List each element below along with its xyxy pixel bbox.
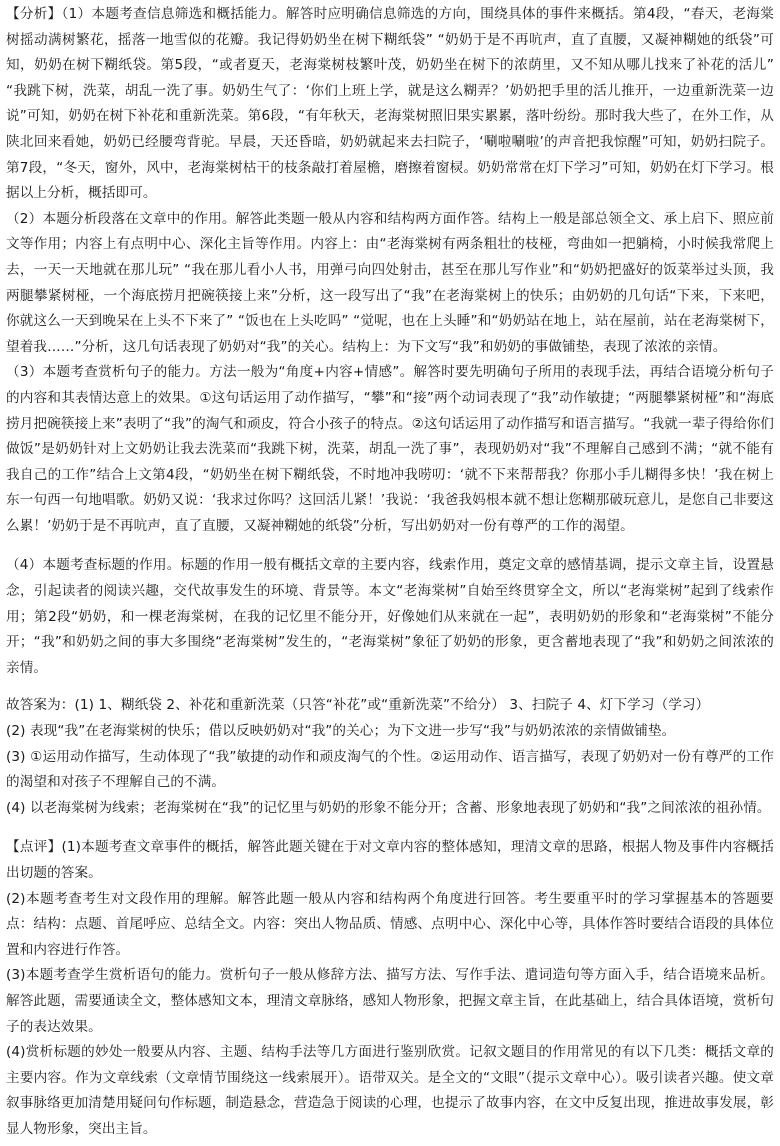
analysis-paragraph-1: 【分析】（1）本题考查信息筛选和概括能力。解答时应明确信息筛选的方向，围绕具体的事件来概括。第4段，“春天，老海棠树摇动满树繁花，摇落一地雪似的花瓣。我记得奶奶坐在树下糊纸袋” “奶奶于是不再吭声，直了直腰，又凝神糊她的纸袋”可知，奶奶在树下糊纸袋。第5段，“或者夏天，老海棠树枝繁叶茂，奶奶坐在树下的浓荫里，又不知从哪儿找来了补花的活儿” “我跳下树，洗菜，胡乱一洗了事。奶奶生气了：‘你们上班上学，就是这么糊弄？’奶奶把手里的活儿推开，一边重新洗菜一边说”可知，奶奶在树下补花和重新洗菜。第6段，“有年秋天，老海棠树照旧果实累累，落叶纷纷。那时我大些了，在外工作，从陕北回来看她，奶奶已经腰弯背驼。早晨，天还昏暗，奶奶就起来去扫院子，‘唰啦唰啦’的声音把我惊醒”可知，奶奶扫院子。第7段，“冬天，窗外，风中，老海棠树枯干的枝条敲打着屋檐，磨擦着窗棂。奶奶常常在灯下学习”可知，奶奶在灯下学习。根据以上分析，概括即可。	[6, 6, 774, 202]
analysis-paragraph-2: （2）本题分析段落在文章中的作用。解答此类题一般从内容和结构两方面作答。结构上一般是部总领全文、承上启下、照应前文等作用；内容上有点明中心、深化主旨等作用。内容上：由“老海棠树有两条粗壮的枝桠，弯曲如一把躺椅，小时候我常爬上去，一天一天地就在那儿玩” “我在那儿看小人书，用弹弓向四处射击，甚至在那儿写作业”和“奶奶把盛好的饭菜举过头顶，我两腿攀紧树桠，一个海底捞月把碗筷接上来”分析，这一段写出了“我”在老海棠树上的快乐；由奶奶的几句话“下来，下来吧，你就这么一天到晚呆在上头不下来了” “饭也在上头吃吗” “觉呢，也在上头睡”和“奶奶站在地上，站在屋前，站在老海棠树下，望着我……”分析，这几句话表现了奶奶对“我”的关心。结构上：为下文写“我”和奶奶的事做铺垫，表现了浓浓的亲情。	[6, 210, 774, 355]
comment-paragraph-2: (2)本题考查考生对文段作用的理解。解答此题一般从内容和结构两个角度进行回答。考生要重平时的学习掌握基本的答题要点：结构：点题、首尾呼应、总结全文。内容：突出人物品质、情感、点明中心、深化中心等，具体作答时要结合语段的具体位置和内容进行作答。	[6, 890, 774, 958]
analysis-paragraph-3: （3）本题考查赏析句子的能力。方法一般为“角度+内容+情感”。解答时要先明确句子所用的表现手法，再结合语境分析句子的内容和其表情达意上的效果。①这句话运用了动作描写，“攀”和“接”两个动词表现了“我”动作敏捷；“两腿攀紧树桠”和“海底捞月把碗筷接上来”表明了“我”的淘气和顽皮，符合小孩子的特点。②这句话运用了动作描写和语言描写。“我就一辈子得给你们做饭”是奶奶针对上文奶奶让我去洗菜而“我跳下树，洗菜，胡乱一洗了事”，表现奶奶对“我”不理解自己感到不满；“就不能有我自己的工作”结合上文第4段，“奶奶坐在树下糊纸袋，不时地冲我唠叨：‘就不下来帮帮我？你那小手儿糊得多快！’我在树上东一句西一句地唱歌。奶奶又说：‘我求过你吗？这回活儿紧！’我说：‘我爸我妈根本就不想让您糊那破玩意儿，是您自己非要这么累！’奶奶于是不再吭声，直了直腰，又凝神糊她的纸袋”分析，写出奶奶对一份有尊严的工作的渴望。	[6, 364, 774, 534]
analysis-section	[6, 2, 774, 681]
answer-line-1: 故答案为：(1) 1、糊纸袋 2、补花和重新洗菜（只答“补花”或“重新洗菜”不给分） 3、扫院子 4、灯下学习（学习）	[6, 697, 710, 714]
spacer	[6, 681, 774, 693]
answer-line-2: (2) 表现“我”在老海棠树的快乐；借以反映奶奶对“我”的关心；为下文进一步写“我”与奶奶浓浓的亲情做铺垫。	[6, 723, 676, 740]
comment-paragraph-4: (4)赏析标题的妙处一般要从内容、主题、结构手法等几方面进行鉴别欣赏。记叙文题目的作用常见的有以下几类：概括文章的主要内容。作为文章线索（文章情节围绕这一线索展开）。语带双关。是全文的“文眼”（提示文章中心）。吸引读者兴趣。使文章叙事脉络更加清楚用疑问句作标题，制造悬念，营造急于阅读的心理，也提示了故事内容，在文中反复出现，推进故事发展，彰显人物形象，突出主旨。	[6, 1044, 774, 1137]
answer-line-4: (4) 以老海棠树为线索；老海棠树在“我”的记忆里与奶奶的形象不能分开；含蓄、形象地表现了奶奶和“我”之间浓浓的祖孙情。	[6, 799, 771, 816]
comment-paragraph-3: (3)本题考查学生赏析语句的能力。赏析句子一般从修辞方法、描写方法、写作手法、遣词造句等方面入手，结合语境来品析。解答此题，需要通读全文，整体感知文本，理清文章脉络，感知人物形象，把握文章主旨，在此基础上，结合具体语境，赏析句子的表达效果。	[6, 967, 774, 1035]
spacer	[6, 539, 774, 553]
spacer	[6, 821, 774, 835]
answer-line-3: (3) ①运用动作描写，生动体现了“我”敏捷的动作和顽皮淘气的个性。②运用动作、语言描写，表现了奶奶对一份有尊严的工作的渴望和对孩子不理解自己的不满。	[6, 748, 774, 791]
answer-section	[6, 693, 774, 821]
analysis-paragraph-4: （4）本题考查标题的作用。标题的作用一般有概括文章的主要内容，线索作用，奠定文章的感情基调，提示文章主旨，设置悬念，引起读者的阅读兴趣，交代故事发生的环境、背景等。本文“老海棠树”自始至终贯穿全文，所以“老海棠树”起到了线索作用；第2段“奶奶，和一棵老海棠树，在我的记忆里不能分开，好像她们从来就在一起”，表明奶奶的形象和“老海棠树”不能分开；“我”和奶奶之间的事大多围绕“老海棠树”发生的，“老海棠树”象征了奶奶的形象，更含蓄地表现了“我”和奶奶之间浓浓的亲情。	[6, 557, 774, 676]
comment-paragraph-1: 【点评】(1)本题考查文章事件的概括，解答此题关键在于对文章内容的整体感知，理清文章的思路，根据人物及事件内容概括出切题的答案。	[6, 839, 774, 881]
comment-section	[6, 835, 774, 1142]
